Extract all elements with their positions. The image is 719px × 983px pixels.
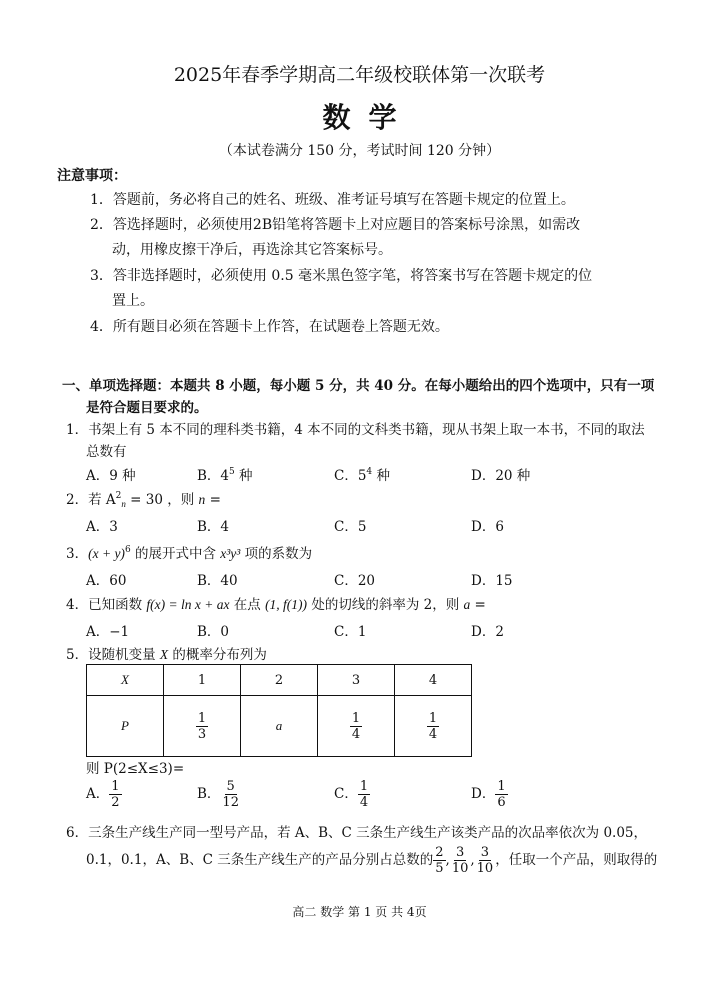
q2-option-b: B．4	[197, 519, 230, 535]
table-cell: $\frac{1}{3}$	[164, 696, 241, 757]
question-3-stem: 3．$(x + y)^6$ 的展开式中含 x³y³ 项的系数为	[66, 545, 313, 562]
question-5-ask: 则 P(2≤X≤3)=	[86, 761, 185, 777]
q2-option-a: A．3	[86, 519, 118, 535]
q5-option-c: C． $\frac{1}{4}$	[334, 779, 369, 810]
table-header-cell: X	[87, 665, 164, 696]
q1-option-b: B．$4^5$ 种	[197, 467, 253, 484]
question-5-stem: 5．设随机变量 X 的概率分布列为	[66, 647, 267, 663]
q4-option-a: A．−1	[86, 624, 130, 640]
note-item: 4．所有题目必须在答题卡上作答，在试题卷上答题无效。	[90, 319, 449, 335]
table-row-label: P	[87, 696, 164, 757]
table-header-cell: 3	[318, 665, 395, 696]
q3-option-d: D．15	[471, 573, 513, 589]
subject-title: 数学	[322, 101, 415, 134]
table-cell: $\frac{1}{4}$	[395, 696, 472, 757]
table-cell: a	[241, 696, 318, 757]
q1-option-a: A．9 种	[86, 468, 136, 484]
page-footer: 高二 数学 第 1 页 共 4页	[292, 905, 427, 919]
question-1-stem-cont: 总数有	[86, 444, 127, 460]
probability-table	[86, 664, 472, 757]
q3-option-c: C．20	[334, 573, 376, 589]
question-2-stem: 2．若 $A^2_n = 30$ ，则 n =	[66, 491, 221, 509]
note-item-cont: 置上。	[112, 293, 154, 309]
q3-option-a: A．60	[86, 573, 127, 589]
q5-option-d: D． $\frac{1}{6}$	[471, 779, 506, 810]
q2-option-c: C．5	[334, 519, 367, 535]
question-4-stem: 4．已知函数 f(x) = ln x + ax 在点 (1, f(1)) 处的切线的斜率为 2，则 a =	[66, 597, 486, 613]
q4-option-b: B．0	[197, 624, 230, 640]
note-item-cont: 动，用橡皮擦干净后，再选涂其它答案标号。	[112, 242, 392, 258]
question-1-stem: 1．书架上有 5 本不同的理科类书籍，4 本不同的文科类书籍，现从书架上取一本书，不同的取法	[66, 422, 645, 438]
note-item: 1．答题前，务必将自己的姓名、班级、准考证号填写在答题卡规定的位置上。	[90, 192, 575, 208]
question-6-stem: 6．三条生产线生产同一型号产品，若 A、B、C 三条生产线生产该类产品的次品率依次为 0.05，	[66, 825, 648, 841]
table-cell: $\frac{1}{4}$	[318, 696, 395, 757]
exam-info: （本试卷满分 150 分，考试时间 120 分钟）	[218, 143, 501, 159]
q1-option-d: D．20 种	[471, 468, 531, 484]
q5-option-b: B． $\frac{5}{12}$	[197, 779, 239, 810]
table-header-cell: 2	[241, 665, 318, 696]
note-item: 2．答选择题时，必须使用2B铅笔将答题卡上对应题目的答案标号涂黑，如需改	[90, 217, 581, 233]
q4-option-c: C．1	[334, 624, 367, 640]
section-heading: 一、单项选择题：本题共 8 小题，每小题 5 分，共 40 分。在每小题给出的四个选项中，只有一项	[62, 378, 655, 394]
q1-option-c: C．$5^4$ 种	[334, 467, 390, 484]
q3-option-b: B．40	[197, 573, 238, 589]
notes-title: 注意事项：	[57, 168, 127, 184]
q2-option-d: D．6	[471, 519, 504, 535]
question-6-stem-cont: 0.1，0.1，A、B、C 三条生产线生产的产品分别占总数的 $\frac{2}{5}$ , $\frac{3}{10}$ , $\frac{3}{10}$ ，任取一个产品，则取得的	[86, 845, 658, 876]
table-header-cell: 1	[164, 665, 241, 696]
exam-title: 2025年春季学期高二年级校联体第一次联考	[173, 64, 546, 86]
section-heading-cont: 是符合题目要求的。	[86, 400, 208, 416]
table-header-cell: 4	[395, 665, 472, 696]
q4-option-d: D．2	[471, 624, 504, 640]
q5-option-a: A． $\frac{1}{2}$	[86, 779, 120, 810]
note-item: 3．答非选择题时，必须使用 0.5 毫米黑色签字笔，将答案书写在答题卡规定的位	[90, 268, 593, 284]
